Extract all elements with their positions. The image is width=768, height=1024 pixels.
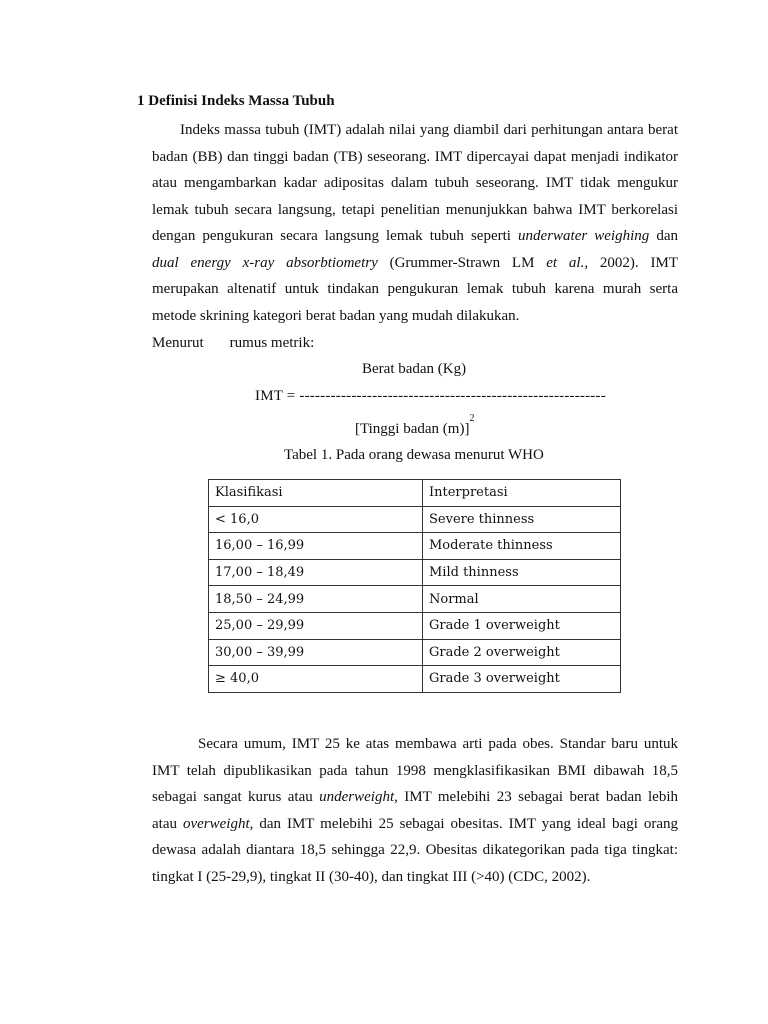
- text-run: [Tinggi badan (m)]: [355, 421, 470, 437]
- paragraph-line: [152, 784, 678, 811]
- paragraph-line: lemak tubuh secara langsung, tetapi penelitian menunjukkan bahwa IMT berkorelasi: [152, 201, 678, 218]
- table-row: [209, 559, 621, 586]
- table-cell: 17,00 – 18,49: [209, 559, 423, 586]
- text-run: , dan IMT melebihi 25 sebagai obesitas. IMT yang ideal bagi orang: [249, 815, 679, 832]
- table-header-cell: Interpretasi: [423, 480, 621, 507]
- table-cell: Normal: [423, 586, 621, 613]
- formula-fraction-line: IMT = -----------------------------------------------------------: [255, 388, 606, 404]
- table-cell: 18,50 – 24,99: [209, 586, 423, 613]
- paragraph-line: metode skrining kategori berat badan yang mudah dilakukan.: [152, 307, 520, 324]
- table-cell: < 16,0: [209, 506, 423, 533]
- text-run: dan: [656, 228, 679, 244]
- table-cell: 16,00 – 16,99: [209, 533, 423, 560]
- table-cell: Moderate thinness: [423, 533, 621, 560]
- table-cell: 30,00 – 39,99: [209, 639, 423, 666]
- table-row: [209, 639, 621, 666]
- italic-term: et al.: [546, 254, 585, 271]
- paragraph-line: IMT telah dipublikasikan pada tahun 1998 mengklasifikasikan BMI dibawah 18,5: [152, 762, 678, 779]
- paragraph-line: [152, 250, 678, 277]
- table-cell: Grade 2 overweight: [423, 639, 621, 666]
- table-cell: Grade 1 overweight: [423, 612, 621, 639]
- table-cell: ≥ 40,0: [209, 666, 423, 693]
- paragraph-line: Secara umum, IMT 25 ke atas membawa arti pada obes. Standar baru untuk: [198, 736, 678, 752]
- table-cell: Grade 3 overweight: [423, 666, 621, 693]
- text-run: , IMT melebihi 23 sebagai berat badan lebih: [394, 789, 678, 805]
- table-row: [209, 666, 621, 693]
- section-heading: 1 Definisi Indeks Massa Tubuh: [137, 93, 335, 109]
- italic-term: dual energy x-ray absorbtiometry: [152, 254, 378, 271]
- italic-term: underweight: [319, 789, 395, 805]
- paragraph-line: Indeks massa tubuh (IMT) adalah nilai yang diambil dari perhitungan antara berat: [180, 122, 678, 138]
- text-run: sebagai sangat kurus atau: [152, 789, 313, 805]
- paragraph-line: dewasa adalah diantara 18,5 sehingga 22,9. Obesitas dikategorikan pada tiga tingkat:: [152, 842, 678, 858]
- paragraph-line: atau mengambarkan kadar adipositas dalam tubuh seseorang. IMT tidak mengukur: [152, 175, 678, 191]
- table-cell: Mild thinness: [423, 559, 621, 586]
- paragraph-line: [152, 811, 678, 838]
- text-run: dengan pengukuran secara langsung lemak tubuh seperti: [152, 228, 511, 244]
- text-run: , 2002). IMT: [584, 254, 679, 271]
- italic-term: underwater weighing: [518, 228, 650, 244]
- paragraph-line: merupakan altenatif untuk tindakan pengukuran lemak tubuh karena murah serta: [152, 281, 678, 297]
- table-cell: Severe thinness: [423, 506, 621, 533]
- formula-denominator: [355, 413, 475, 438]
- paragraph-obesity: [152, 731, 678, 890]
- citation-text: (Grummer-Strawn LM: [389, 254, 535, 271]
- formula-numerator: Berat badan (Kg): [362, 361, 467, 377]
- table-row: [209, 586, 621, 613]
- paragraph-line: badan (BB) dan tinggi badan (TB) seseorang. IMT dipercayai dapat menjadi indikator: [152, 148, 678, 165]
- who-classification-table: [208, 479, 621, 693]
- italic-term: overweight: [182, 815, 250, 832]
- paragraph-line: [152, 223, 678, 250]
- text-run: atau: [152, 815, 177, 832]
- paragraph-line: tingkat I (25-29,9), tingkat II (30-40), dan tingkat III (>40) (CDC, 2002).: [152, 868, 591, 885]
- formula-intro: [152, 335, 314, 352]
- paragraph-definition: [152, 117, 678, 329]
- formula-exponent: 2: [469, 413, 475, 424]
- table-caption: Tabel 1. Pada orang dewasa menurut WHO: [284, 447, 544, 463]
- table-cell: 25,00 – 29,99: [209, 612, 423, 639]
- table-row: [209, 533, 621, 560]
- text-run: Menurut: [152, 335, 204, 351]
- text-run: rumus metrik:: [229, 335, 315, 351]
- table-row: [209, 506, 621, 533]
- table-row: [209, 612, 621, 639]
- table-header-cell: Klasifikasi: [209, 480, 423, 507]
- table-header-row: [209, 480, 621, 507]
